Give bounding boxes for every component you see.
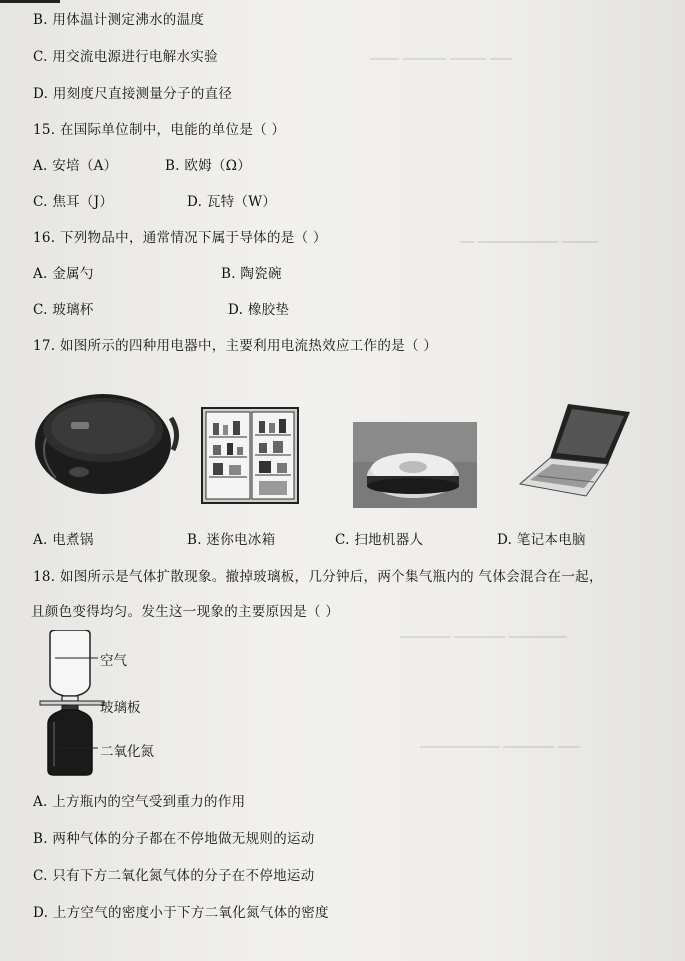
q14-option-d: D. 用刻度尺直接测量分子的直径	[33, 86, 233, 102]
rice-cooker-icon	[31, 388, 181, 500]
q16-option-a: A. 金属勺	[33, 266, 94, 282]
q18-stem-line2: 且颜色变得均匀。发生这一现象的主要原因是（ ）	[31, 604, 340, 620]
q18-stem-line1: 18. 如图所示是气体扩散现象。撤掉玻璃板，几分钟后，两个集气瓶内的 气体会混合在一起，	[33, 569, 603, 585]
q14-option-c: C. 用交流电源进行电解水实验	[33, 49, 218, 65]
q16-stem: 16. 下列物品中，通常情况下属于导体的是（ ）	[33, 230, 327, 246]
q15-option-c: C. 焦耳（J）	[33, 194, 114, 210]
q15-option-a: A. 安培（A）	[33, 158, 118, 174]
q16-option-c: C. 玻璃杯	[33, 302, 94, 318]
show-through-texture: ━━━━ ━━━━━━ ━━━━━ ━━━	[370, 52, 512, 66]
laptop-icon	[516, 400, 634, 500]
q16-option-d: D. 橡胶垫	[228, 302, 290, 318]
show-through-texture: ━━ ━━━━━━━━━━━ ━━━━━	[460, 235, 598, 249]
q15-option-b: B. 欧姆（Ω）	[165, 158, 252, 174]
q18-option-a: A. 上方瓶内的空气受到重力的作用	[33, 794, 246, 810]
q18-option-b: B. 两种气体的分子都在不停地做无规则的运动	[33, 831, 315, 847]
figure-label-no2: 二氧化氮	[100, 744, 154, 760]
q18-option-d: D. 上方空气的密度小于下方二氧化氮气体的密度	[33, 905, 329, 921]
q18-option-c: C. 只有下方二氧化氮气体的分子在不停地运动	[33, 868, 315, 884]
figure-label-air: 空气	[100, 653, 127, 669]
q17-stem: 17. 如图所示的四种用电器中，主要利用电流热效应工作的是（ ）	[33, 338, 438, 354]
q16-option-b: B. 陶瓷碗	[221, 266, 282, 282]
robot-vacuum-icon	[353, 422, 477, 508]
figure-label-glass-plate: 玻璃板	[100, 700, 141, 716]
q14-option-b: B. 用体温计测定沸水的温度	[33, 12, 205, 28]
q17-option-c: C. 扫地机器人	[335, 532, 424, 548]
q17-option-b: B. 迷你电冰箱	[187, 532, 276, 548]
q15-stem: 15. 在国际单位制中，电能的单位是（ ）	[33, 122, 286, 138]
figure-leader-lines	[50, 650, 100, 750]
q17-option-d: D. 笔记本电脑	[497, 532, 586, 548]
q15-option-d: D. 瓦特（W）	[187, 194, 277, 210]
mini-fridge-icon	[201, 407, 299, 504]
top-edge-mark	[0, 0, 60, 3]
show-through-texture: ━━━━━━━━━━━ ━━━━━━━ ━━━	[420, 740, 580, 754]
show-through-texture: ━━━━━━━ ━━━━━━━ ━━━━━━━━	[400, 630, 567, 644]
q17-option-a: A. 电煮锅	[33, 532, 94, 548]
